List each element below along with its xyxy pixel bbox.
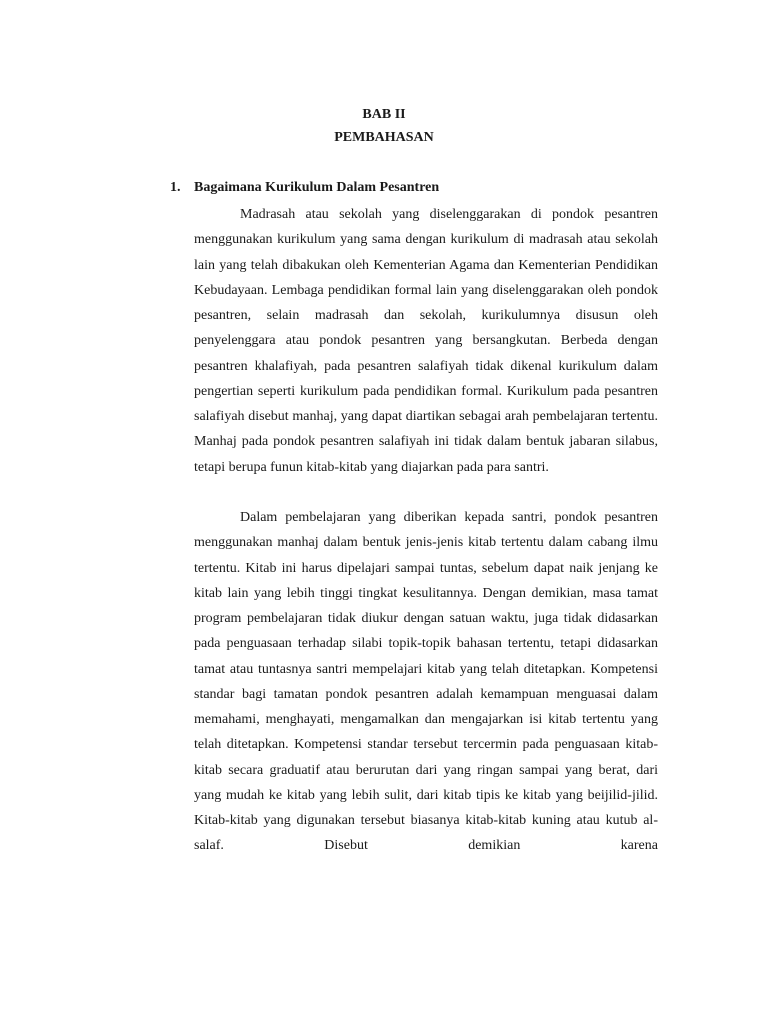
section-number: 1. — [170, 180, 181, 195]
paragraph-block-1 — [194, 202, 658, 480]
paragraph-block-2 — [194, 505, 658, 859]
chapter-number: BAB II — [362, 107, 406, 122]
section-heading — [170, 179, 439, 197]
paragraph: Madrasah atau sekolah yang diselenggarakan di pondok pesantren menggunakan kurikulum yang sama dengan kurikulum di madrasah atau sekolah lain yang telah dibakukan oleh Kementerian Agama dan Kementerian Pendidikan Kebudayaan. Lembaga pendidikan formal lain yang diselenggarakan oleh pondok pesantren, selain madrasah dan sekolah, kurikulumnya disusun oleh penyelenggara atau pondok pesantren yang bersangkutan. Berbeda dengan pesantren khalafiyah, pada pesantren salafiyah tidak dikenal kurikulum dalam pengertian seperti kurikulum pada pendidikan formal. Kurikulum pada pesantren salafiyah disebut manhaj, yang dapat diartikan sebagai arah pembelajaran tertentu. Manhaj pada pondok pesantren salafiyah ini tidak dalam bentuk jabaran silabus, tetapi berupa funun kitab-kitab yang diajarkan pada para santri. — [194, 207, 658, 475]
chapter-title: PEMBAHASAN — [334, 130, 434, 145]
paragraph: Dalam pembelajaran yang diberikan kepada santri, pondok pesantren menggunakan manhaj dalam bentuk jenis-jenis kitab tertentu dalam cabang ilmu tertentu. Kitab ini harus dipelajari sampai tuntas, sebelum dapat naik jenjang ke kitab lain yang lebih tinggi tingkat kesulitannya. Dengan demikian, masa tamat program pembelajaran tidak diukur dengan satuan waktu, juga tidak didasarkan pada penguasaan terhadap silabi topik-topik bahasan tertentu, tetapi didasarkan tamat atau tuntasnya santri mempelajari kitab yang telah ditetapkan. Kompetensi standar bagi tamatan pondok pesantren adalah kemampuan menguasai dalam memahami, menghayati, mengamalkan dan mengajarkan isi kitab tertentu yang telah ditetapkan. Kompetensi standar tersebut tercermin pada penguasaan kitab-kitab secara graduatif atau berurutan dari yang ringan sampai yang berat, dari yang mudah ke kitab yang lebih sulit, dari kitab tipis ke kitab yang beijilid-jilid. Kitab-kitab yang digunakan tersebut biasanya kitab-kitab kuning atau kutub al-salaf. Disebut demikian karena — [194, 510, 658, 854]
section-title: Bagaimana Kurikulum Dalam Pesantren — [194, 180, 440, 195]
